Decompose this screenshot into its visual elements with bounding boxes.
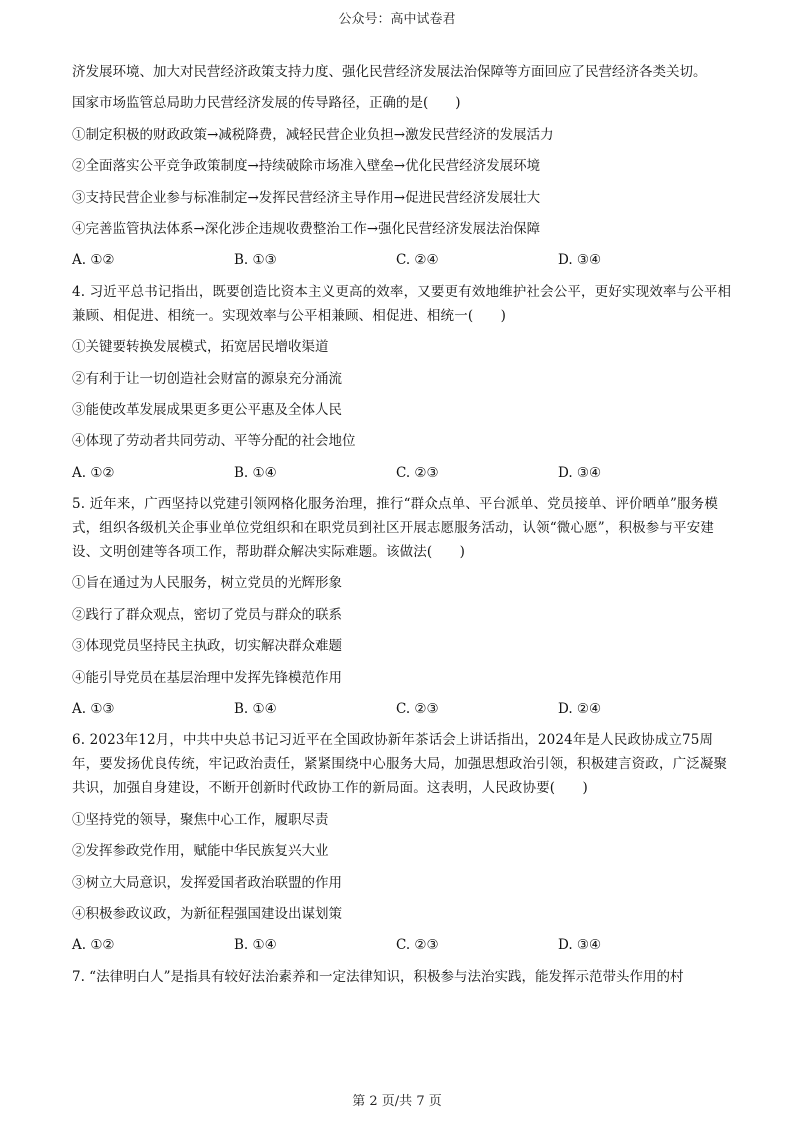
option-b: B. ①④ — [234, 464, 277, 481]
answer-item: ①坚持党的领导，聚焦中心工作，履职尽责 — [72, 811, 329, 828]
answer-options — [72, 697, 732, 721]
option-d: D. ③④ — [558, 464, 602, 481]
answer-item: ③支持民营企业参与标准制定→发挥民营经济主导作用→促进民营经济发展壮大 — [72, 189, 541, 206]
question-stem: 6. 2023年12月，中共中央总书记习近平在全国政协新年茶话会上讲话指出，2024年是人民政协成立75周年，要发扬优良传统，牢记政治责任，紧紧围绕中心服务大局，加强思想政治引领，积极建言资政，广泛凝聚共识，加强自身建设，不断开创新时代政协工作的新局面。这表明，人民政协要( ) — [72, 732, 728, 797]
option-a: A. ①③ — [72, 701, 115, 718]
answer-item: ③体现党员坚持民主执政，切实解决群众难题 — [72, 638, 342, 655]
answer-item: ③树立大局意识，发挥爱国者政治联盟的作用 — [72, 874, 342, 891]
answer-item: ④完善监管执法体系→深化涉企违规收费整治工作→强化民营经济发展法治保障 — [72, 220, 541, 237]
option-c: C. ②④ — [396, 252, 439, 269]
answer-item: ②发挥参政党作用，赋能中华民族复兴大业 — [72, 843, 329, 860]
page-footer: 第 2 页/共 7 页 — [352, 1094, 442, 1109]
answer-item: ③能使改革发展成果更多更公平惠及全体人民 — [72, 401, 342, 418]
option-b: B. ①④ — [234, 937, 277, 954]
option-c: C. ②③ — [396, 937, 439, 954]
option-b: B. ①④ — [234, 701, 277, 718]
option-a: A. ①② — [72, 937, 115, 954]
answer-item: ②有利于让一切创造社会财富的源泉充分涌流 — [72, 370, 342, 387]
answer-item: ④能引导党员在基层治理中发挥先锋模范作用 — [72, 669, 342, 686]
answer-item: ①制定积极的财政政策→减税降费，减轻民营企业负担→激发民营经济的发展活力 — [72, 126, 554, 143]
option-b: B. ①③ — [234, 252, 277, 269]
question-stem: 5. 近年来，广西坚持以党建引领网格化服务治理，推行“群众点单、平台派单、党员接单、评价晒单”服务模式，组织各级机关企事业单位党组织和在职党员到社区开展志愿服务活动，认领“微心愿”，积极参与平安建设、文明创建等各项工作，帮助群众解决实际难题。该做法( ) — [72, 496, 718, 561]
option-d: D. ③④ — [558, 937, 602, 954]
question-3-continuation — [72, 60, 732, 272]
option-c: C. ②③ — [396, 464, 439, 481]
answer-item: ④积极参政议政，为新征程强国建设出谋划策 — [72, 905, 342, 922]
option-d: D. ③④ — [558, 252, 602, 269]
question-stem: 4. 习近平总书记指出，既要创造比资本主义更高的效率，又要更有效地维护社会公平，更好实现效率与公平相兼顾、相促进、相统一。实现效率与公平相兼顾、相促进、相统一( ) — [72, 283, 732, 324]
option-a: A. ①② — [72, 464, 115, 481]
option-d: D. ②④ — [558, 701, 602, 718]
answer-item: ①旨在通过为人民服务，树立党员的光辉形象 — [72, 575, 342, 592]
answer-item: ④体现了劳动者共同劳动、平等分配的社会地位 — [72, 433, 356, 450]
question-5 — [72, 492, 732, 721]
question-7-start: 7. “法律明白人”是指具有较好法治素养和一定法律知识，积极参与法治实践，能发挥示范带头作用的村 — [72, 968, 684, 985]
answer-item: ②全面落实公平竞争政策制度→持续破除市场准入壁垒→优化民营经济发展环境 — [72, 158, 541, 175]
answer-options — [72, 248, 732, 272]
question-text-line: 济发展环境、加大对民营经济政策支持力度、强化民营经济发展法治保障等方面回应了民营经济各类关切。 — [72, 64, 707, 80]
option-c: C. ②③ — [396, 701, 439, 718]
answer-item: ②践行了群众观点，密切了党员与群众的联系 — [72, 606, 342, 623]
answer-options — [72, 933, 732, 957]
question-4 — [72, 280, 732, 485]
exam-content — [72, 60, 732, 996]
answer-item: ①关键要转换发展模式，拓宽居民增收渠道 — [72, 339, 329, 356]
page-header: 公众号：高中试卷君 — [338, 12, 456, 27]
option-a: A. ①② — [72, 252, 115, 269]
question-text-line: 国家市场监管总局助力民营经济发展的传导路径，正确的是( ) — [72, 95, 461, 112]
question-6 — [72, 728, 732, 957]
answer-options — [72, 461, 732, 485]
